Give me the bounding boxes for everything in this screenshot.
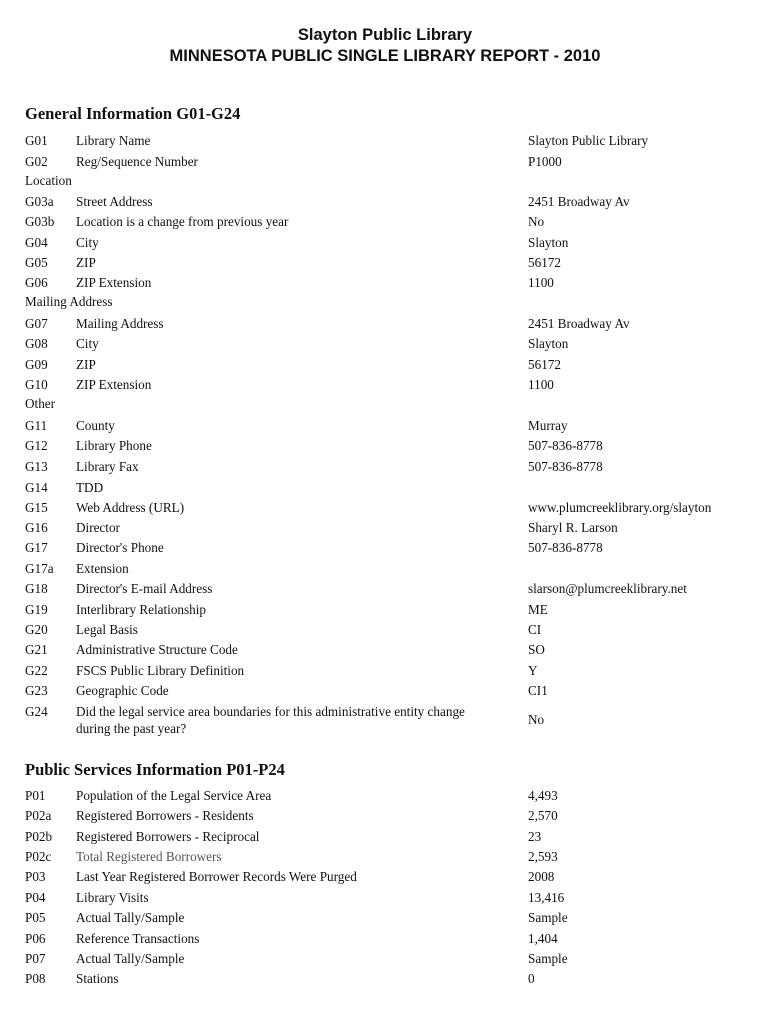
row-value: 507-836-8778 — [528, 540, 603, 555]
row-value: 2008 — [528, 869, 555, 884]
table-row — [0, 193, 770, 213]
row-code: G02 — [25, 154, 48, 169]
row-code: P01 — [25, 788, 46, 803]
table-row — [0, 437, 770, 457]
table-row — [0, 601, 770, 621]
row-code: P08 — [25, 971, 46, 986]
table-row — [0, 479, 770, 499]
table-row — [0, 828, 770, 848]
row-value: 23 — [528, 829, 542, 844]
row-label: Director — [76, 520, 120, 535]
row-code: P02c — [25, 849, 52, 864]
row-label: Administrative Structure Code — [76, 642, 238, 657]
row-value: 0 — [528, 971, 535, 986]
row-value: 2451 Broadway Av — [528, 316, 630, 331]
row-value: 56172 — [528, 357, 561, 372]
row-label: Legal Basis — [76, 622, 138, 637]
row-value: 2,570 — [528, 808, 558, 823]
row-code: G19 — [25, 602, 48, 617]
row-value: 1100 — [528, 275, 554, 290]
row-value: No — [528, 712, 545, 727]
row-label: TDD — [76, 480, 104, 495]
report-title: MINNESOTA PUBLIC SINGLE LIBRARY REPORT - 2010 — [169, 47, 601, 65]
row-code: G03b — [25, 214, 55, 229]
table-row — [0, 132, 770, 152]
general-info-heading: General Information G01-G24 — [25, 104, 241, 123]
row-code: G05 — [25, 255, 48, 270]
row-code: P06 — [25, 931, 46, 946]
row-value: 507-836-8778 — [528, 438, 603, 453]
table-row — [0, 580, 770, 600]
table-row — [0, 703, 770, 739]
row-label: ZIP Extension — [76, 377, 152, 392]
table-row — [0, 458, 770, 478]
row-code: G13 — [25, 459, 48, 474]
row-label: Registered Borrowers - Residents — [76, 808, 254, 823]
row-label: Registered Borrowers - Reciprocal — [76, 829, 260, 844]
row-label: Mailing Address — [76, 316, 164, 331]
mailing-subheading: Mailing Address — [25, 294, 113, 309]
row-code: P02b — [25, 829, 53, 844]
table-row — [0, 499, 770, 519]
row-code: P07 — [25, 951, 46, 966]
row-code: G23 — [25, 683, 48, 698]
row-value: 1,404 — [528, 931, 558, 946]
row-value: Slayton — [528, 336, 569, 351]
table-row — [0, 787, 770, 807]
row-label: Library Phone — [76, 438, 152, 453]
row-code: G03a — [25, 194, 54, 209]
row-code: P05 — [25, 910, 46, 925]
row-value: 4,493 — [528, 788, 558, 803]
table-row — [0, 356, 770, 376]
row-label: Total Registered Borrowers — [76, 849, 222, 864]
row-label: Library Name — [76, 133, 151, 148]
row-value: ME — [528, 602, 548, 617]
row-code: P04 — [25, 890, 46, 905]
row-code: G11 — [25, 418, 48, 433]
row-label: Location is a change from previous year — [76, 214, 289, 229]
row-value: 2451 Broadway Av — [528, 194, 630, 209]
table-row — [0, 621, 770, 641]
row-label: City — [76, 235, 99, 250]
row-label: Population of the Legal Service Area — [76, 788, 272, 803]
public-services-heading: Public Services Information P01-P24 — [25, 760, 285, 779]
table-row — [0, 807, 770, 827]
row-code: G07 — [25, 316, 48, 331]
row-value: CI — [528, 622, 542, 637]
row-label: County — [76, 418, 115, 433]
table-row — [0, 950, 770, 970]
row-label: Actual Tally/Sample — [76, 910, 185, 925]
row-label: ZIP — [76, 357, 96, 372]
row-code: G24 — [25, 704, 48, 719]
table-row — [0, 909, 770, 929]
row-code: G18 — [25, 581, 48, 596]
row-value: 507-836-8778 — [528, 459, 603, 474]
table-row — [0, 335, 770, 355]
table-row — [0, 254, 770, 274]
row-code: G08 — [25, 336, 48, 351]
table-row — [0, 848, 770, 868]
row-code: G20 — [25, 622, 48, 637]
row-code: P02a — [25, 808, 52, 823]
row-label: Library Visits — [76, 890, 149, 905]
row-label: Director's E-mail Address — [76, 581, 213, 596]
row-label: Extension — [76, 561, 129, 576]
table-row — [0, 539, 770, 559]
row-value: Y — [528, 663, 538, 678]
row-label: ZIP Extension — [76, 275, 152, 290]
row-code: G15 — [25, 500, 48, 515]
row-label: Geographic Code — [76, 683, 169, 698]
row-label: Reference Transactions — [76, 931, 200, 946]
row-label: Actual Tally/Sample — [76, 951, 185, 966]
row-label: Reg/Sequence Number — [76, 154, 198, 169]
location-subheading: Location — [25, 173, 72, 188]
table-row — [0, 930, 770, 950]
row-value: Murray — [528, 418, 568, 433]
table-row — [0, 662, 770, 682]
row-label: FSCS Public Library Definition — [76, 663, 245, 678]
row-value: 56172 — [528, 255, 561, 270]
row-value: Sharyl R. Larson — [528, 520, 618, 535]
row-label: Stations — [76, 971, 119, 986]
table-row — [0, 213, 770, 233]
row-value: 2,593 — [528, 849, 558, 864]
row-label: Web Address (URL) — [76, 500, 185, 515]
table-row — [0, 153, 770, 173]
row-value: P1000 — [528, 154, 562, 169]
row-value: www.plumcreeklibrary.org/slayton — [528, 500, 712, 515]
row-code: G17a — [25, 561, 54, 576]
row-label: Library Fax — [76, 459, 139, 474]
row-code: G14 — [25, 480, 48, 495]
table-row — [0, 682, 770, 702]
table-row — [0, 315, 770, 335]
row-label: City — [76, 336, 99, 351]
row-code: G06 — [25, 275, 48, 290]
row-value: 1100 — [528, 377, 554, 392]
table-row — [0, 641, 770, 661]
row-value: slarson@plumcreeklibrary.net — [528, 581, 687, 596]
row-value: Sample — [528, 951, 568, 966]
row-label: Last Year Registered Borrower Records Were Purged — [76, 869, 357, 884]
row-code: G17 — [25, 540, 48, 555]
table-row — [0, 234, 770, 254]
row-value: CI1 — [528, 683, 548, 698]
table-row — [0, 560, 770, 580]
row-code: G12 — [25, 438, 48, 453]
row-code: G09 — [25, 357, 48, 372]
row-code: G16 — [25, 520, 48, 535]
table-row — [0, 970, 770, 990]
row-value: 13,416 — [528, 890, 565, 905]
row-code: G04 — [25, 235, 48, 250]
row-value: Slayton — [528, 235, 569, 250]
row-code: P03 — [25, 869, 46, 884]
table-row — [0, 868, 770, 888]
row-value: SO — [528, 642, 545, 657]
row-label: Director's Phone — [76, 540, 164, 555]
row-label: ZIP — [76, 255, 96, 270]
table-row — [0, 889, 770, 909]
table-row — [0, 274, 770, 294]
row-code: G21 — [25, 642, 48, 657]
row-label: Interlibrary Relationship — [76, 602, 207, 617]
row-code: G22 — [25, 663, 48, 678]
row-label: Did the legal service area boundaries for this administrative entity change during the past year? — [76, 704, 465, 736]
row-label: Street Address — [76, 194, 153, 209]
row-value: No — [528, 214, 545, 229]
row-value: Slayton Public Library — [528, 133, 649, 148]
row-value: Sample — [528, 910, 568, 925]
row-code: G10 — [25, 377, 48, 392]
table-row — [0, 417, 770, 437]
table-row — [0, 376, 770, 396]
library-title: Slayton Public Library — [297, 26, 473, 44]
table-row — [0, 519, 770, 539]
other-subheading: Other — [25, 396, 56, 411]
row-code: G01 — [25, 133, 48, 148]
